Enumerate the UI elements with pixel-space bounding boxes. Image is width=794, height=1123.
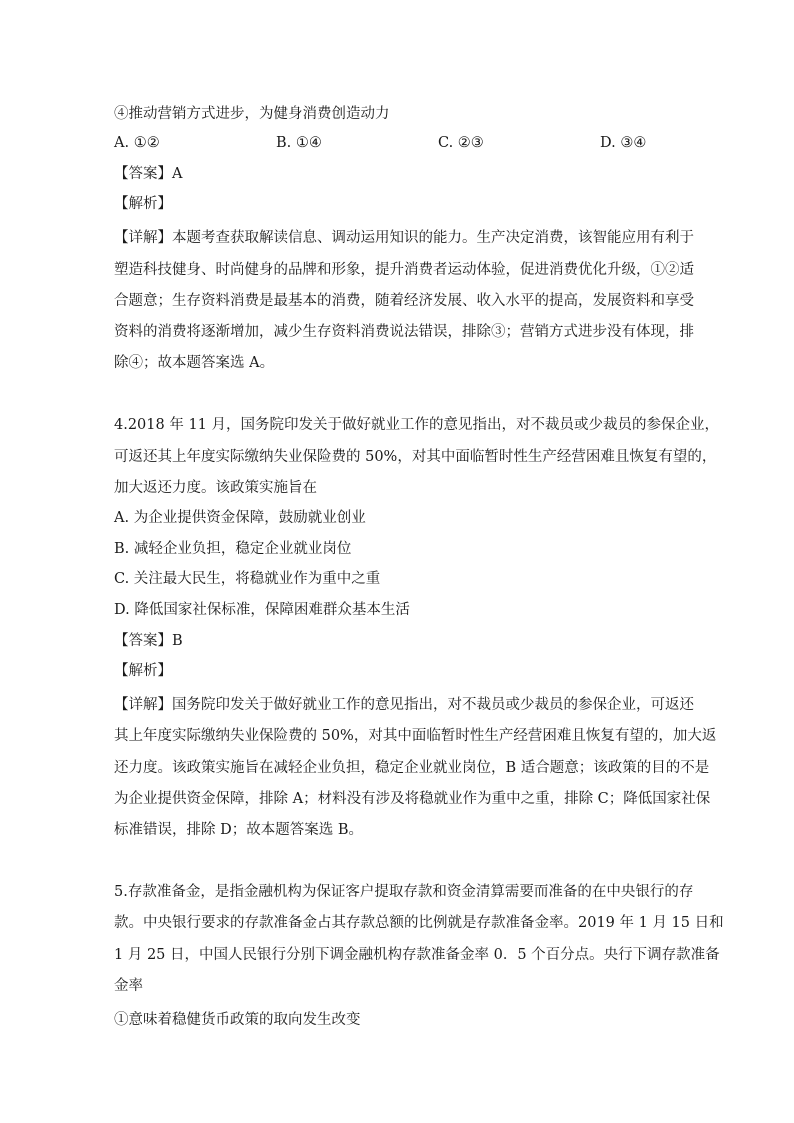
- q3-detail-line: 除④；故本题答案选 A。: [114, 355, 275, 371]
- q3-analysis-label: 【解析】: [114, 196, 172, 212]
- q3-option-a: A. ①②: [114, 135, 160, 151]
- q4-stem-line: 4.2018 年 11 月，国务院印发关于做好就业工作的意见指出，对不裁员或少裁员的参保企业，: [114, 417, 720, 433]
- q5-item-1: ①意味着稳健货币政策的取向发生改变: [114, 1012, 361, 1028]
- q3-option-c: C. ②③: [438, 135, 484, 151]
- q4-answer: 【答案】B: [114, 633, 183, 649]
- q5-stem-line: 5.存款准备金，是指金融机构为保证客户提取存款和资金清算需要而准备的在中央银行的存: [114, 884, 694, 900]
- q5-stem-line: 款。中央银行要求的存款准备金占其存款总额的比例就是存款准备金率。2019 年 1 月 15 日和: [114, 915, 724, 931]
- q4-option-d: D. 降低国家社保标准，保障困难群众基本生活: [114, 602, 410, 618]
- q4-analysis-label: 【解析】: [114, 663, 172, 679]
- q3-item-4: ④推动营销方式进步，为健身消费创造动力: [114, 106, 390, 122]
- q3-detail-line: 【详解】本题考查获取解读信息、调动运用知识的能力。生产决定消费，该智能应用有利于: [114, 230, 694, 246]
- q4-detail-line: 其上年度实际缴纳失业保险费的 50%，对其中面临暂时性生产经营困难且恢复有望的，加大返: [114, 728, 717, 744]
- q4-stem-line: 加大返还力度。该政策实施旨在: [114, 480, 317, 496]
- q3-detail-line: 合题意；生存资料消费是最基本的消费，随着经济发展、收入水平的提高，发展资料和享受: [114, 293, 694, 309]
- q3-option-d: D. ③④: [600, 135, 647, 151]
- q4-detail-line: 还力度。该政策实施旨在减轻企业负担，稳定企业就业岗位，B 适合题意；该政策的目的不是: [114, 760, 710, 776]
- q4-detail-line: 标准错误，排除 D；故本题答案选 B。: [114, 822, 363, 838]
- q4-option-c: C. 关注最大民生，将稳就业作为重中之重: [114, 571, 381, 587]
- q4-option-b: B. 减轻企业负担，稳定企业就业岗位: [114, 541, 352, 557]
- q3-detail-line: 资料的消费将逐渐增加，减少生存资料消费说法错误，排除③；营销方式进步没有体现，排: [114, 324, 694, 340]
- q5-stem-line: 金率: [114, 978, 143, 994]
- q4-option-a: A. 为企业提供资金保障，鼓励就业创业: [114, 510, 366, 526]
- q4-detail-line: 【详解】国务院印发关于做好就业工作的意见指出，对不裁员或少裁员的参保企业，可返还: [114, 697, 694, 713]
- q4-detail-line: 为企业提供资金保障，排除 A；材料没有涉及将稳就业作为重中之重，排除 C；降低国家社保: [114, 791, 711, 807]
- q3-detail-line: 塑造科技健身、时尚健身的品牌和形象，提升消费者运动体验，促进消费优化升级，①②适: [114, 262, 694, 278]
- q3-answer: 【答案】A: [114, 166, 183, 182]
- q4-stem-line: 可返还其上年度实际缴纳失业保险费的 50%，对其中面临暂时性生产经营困难且恢复有望的，: [114, 449, 717, 465]
- q3-option-b: B. ①④: [276, 135, 322, 151]
- q5-stem-line: 1 月 25 日，中国人民银行分别下调金融机构存款准备金率 0．5 个百分点。央行下调存款准备: [114, 947, 720, 963]
